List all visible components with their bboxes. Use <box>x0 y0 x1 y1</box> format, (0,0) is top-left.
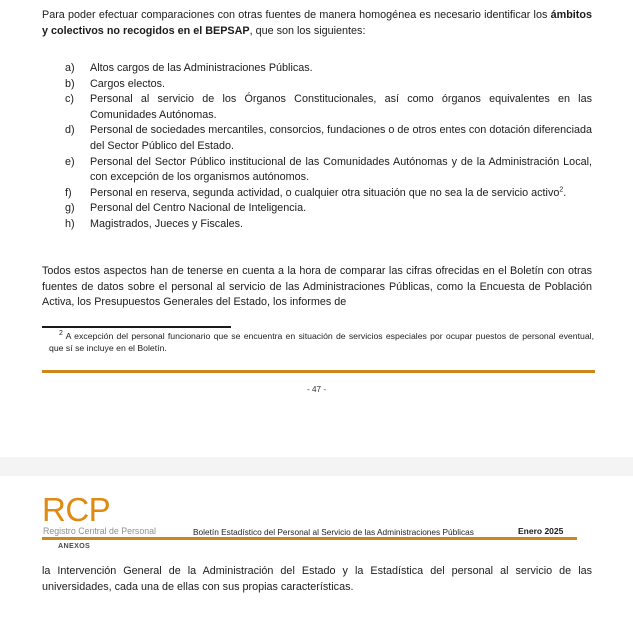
list-item-text: Cargos electos. <box>90 77 166 90</box>
paragraph-closing: Todos estos aspectos han de tenerse en cuenta a la hora de comparar las cifras ofrecidas en el Boletín con otras fuentes de datos sobre el personal al servicio de las Administraciones Públicas, como la Encuesta de Población Activa, los Presupuestos Generales del Estado, los informes de <box>42 265 592 309</box>
section-label-anexos: ANEXOS <box>58 541 91 550</box>
list-item-label: d) <box>65 124 75 137</box>
list-item-text: Personal del Sector Público institucional de las Comunidades Autónomas y de la Administración Local, con excepción de los organismos autónomos. <box>90 155 592 184</box>
footnote-separator <box>42 326 231 328</box>
list-item-c <box>42 92 592 123</box>
header-document-title: Boletín Estadístico del Personal al Servicio de las Administraciones Públicas <box>193 527 474 537</box>
list-item-text: Personal del Centro Nacional de Inteligencia. <box>90 202 307 215</box>
logo-subtitle: Registro Central de Personal <box>43 526 156 536</box>
list-item-text: Personal en reserva, segunda actividad, o cualquier otra situación que no sea la de servicio activo <box>90 186 560 199</box>
list-item-label: f) <box>65 186 72 199</box>
list-item-b <box>42 77 592 93</box>
footnote <box>49 331 594 354</box>
list-item-text: Personal de sociedades mercantiles, consorcios, fundaciones o de otros entes con dotación diferenciada del Sector Público del Estado. <box>90 124 592 152</box>
list-item-h <box>42 217 592 233</box>
list-item-a <box>42 61 592 77</box>
list-item-g <box>42 201 592 217</box>
page1-footer-rule <box>42 370 595 373</box>
list-item-label: c) <box>65 93 74 106</box>
list-item-text-end: . <box>563 186 567 199</box>
page-gap <box>0 457 633 476</box>
list-item-text: Altos cargos de las Administraciones Públicas. <box>90 62 313 74</box>
paragraph-intro <box>42 8 592 39</box>
lettered-list <box>42 61 592 233</box>
paragraph-continuation: la Intervención General de la Administración del Estado y la Estadística del personal al servicio de las universidades, cada una de ellas con sus propias características. <box>42 565 592 593</box>
list-item-e <box>42 155 592 186</box>
list-item-text: Magistrados, Jueces y Fiscales. <box>90 217 244 230</box>
page2-header-rule <box>42 537 577 540</box>
list-item-label: b) <box>65 77 75 90</box>
page-number: - 47 - <box>306 385 327 394</box>
footnote-text: A excepción del personal funcionario que se encuentra en situación de servicios especiales por ocupar puestos de personal eventual, que sí se incluye en el Boletín. <box>49 331 594 353</box>
list-item-label: g) <box>65 202 75 215</box>
list-item-label: a) <box>65 62 75 74</box>
list-item-label: h) <box>65 217 75 230</box>
pdf-page-2 <box>0 476 633 623</box>
paragraph-intro-bold: ámbitos y colectivos no recogidos en el BEPSAP <box>42 9 592 37</box>
list-item-d <box>42 123 592 154</box>
rcp-logo: RCP <box>42 491 111 528</box>
list-item-f <box>42 186 592 202</box>
paragraph-intro-pre: Para poder efectuar comparaciones con otras fuentes de manera homogénea es necesario identificar los <box>42 9 551 21</box>
footnote-reference: 2 <box>559 186 564 194</box>
paragraph-intro-post: , que son los siguientes: <box>249 24 366 37</box>
footnote-marker: 2 <box>59 330 63 338</box>
list-item-label: e) <box>65 155 75 168</box>
list-item-text: Personal al servicio de los Órganos Constitucionales, así como órganos equivalentes en las Comunidades Autónomas. <box>90 93 592 121</box>
header-date: Enero 2025 <box>518 526 564 536</box>
